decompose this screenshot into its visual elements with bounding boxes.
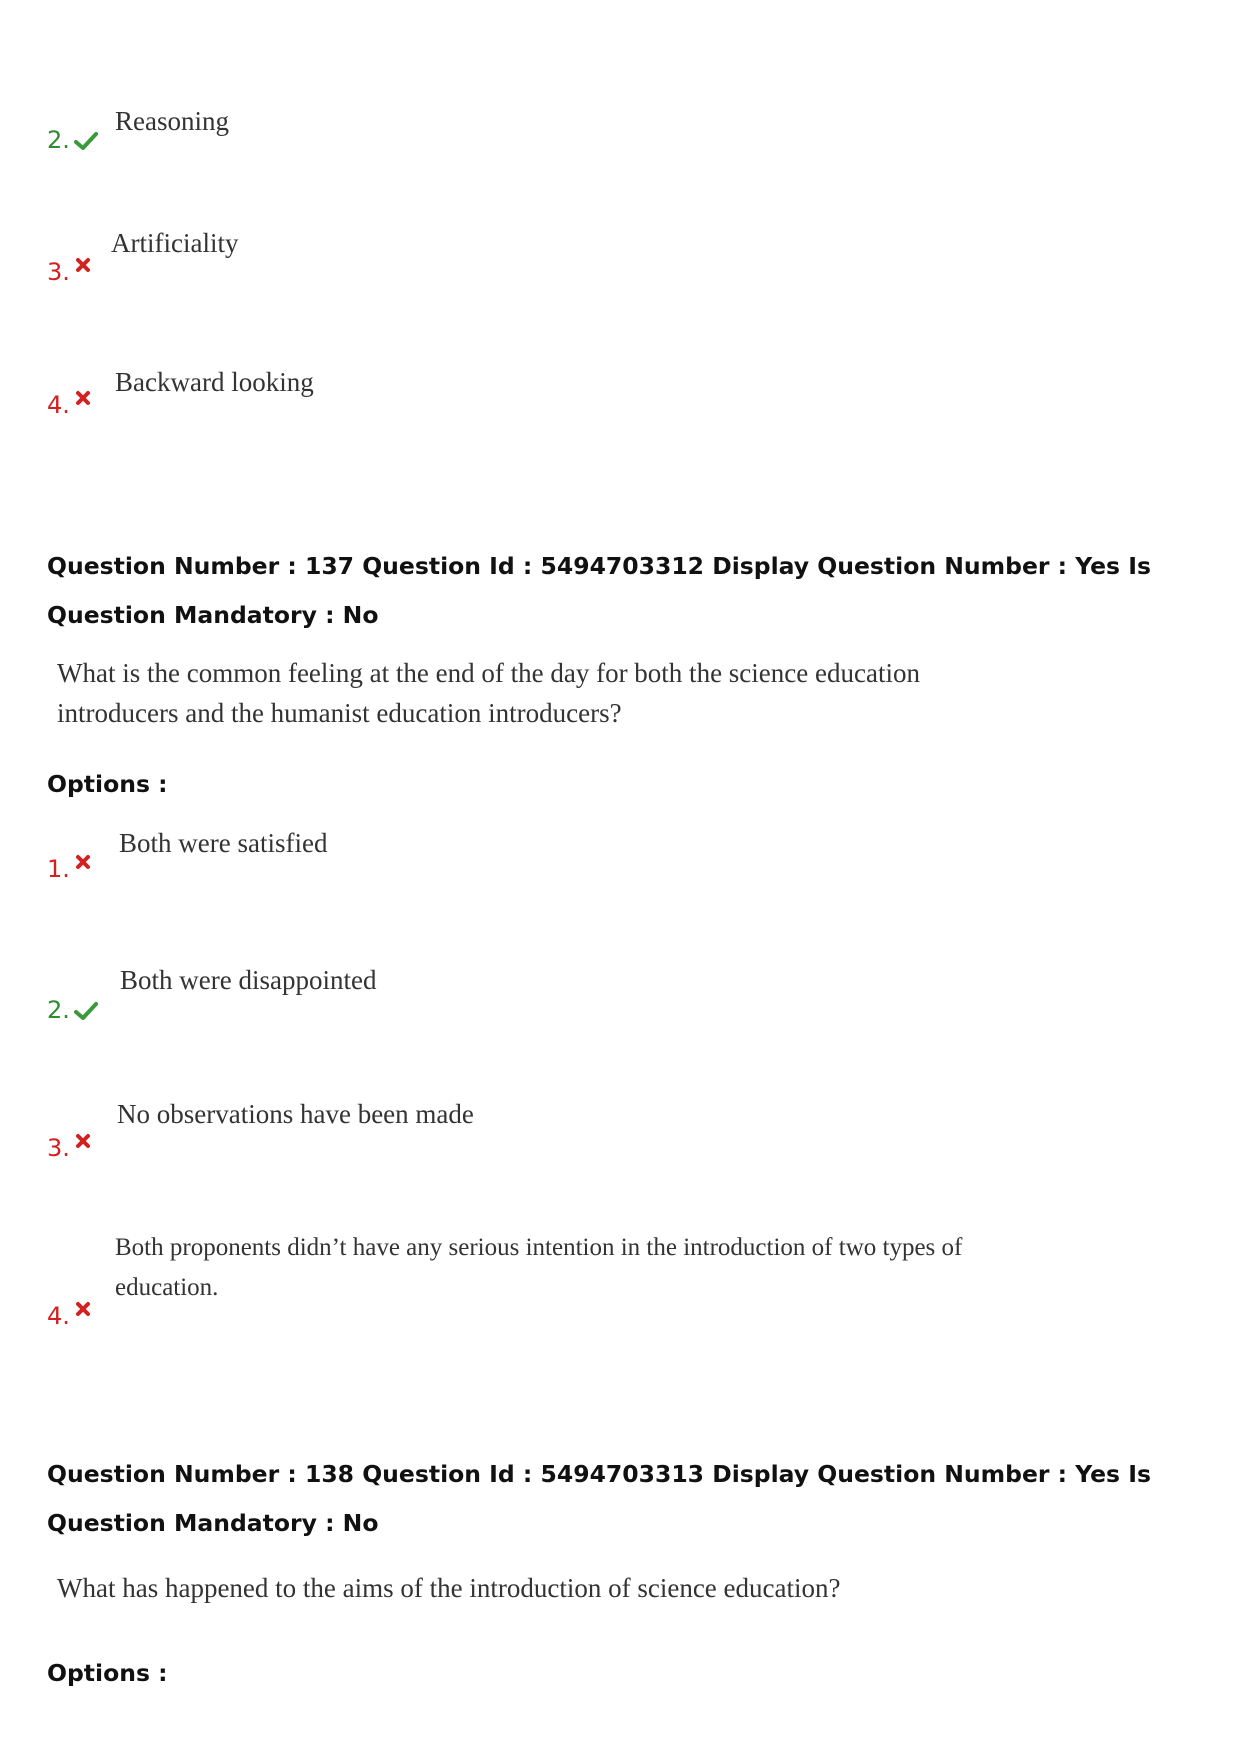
question-header: Question Number : 137 Question Id : 5494703312 Display Question Number : Yes Is Question Mandatory : No xyxy=(47,552,1151,629)
cross-icon xyxy=(74,1132,92,1150)
option-number: 3. xyxy=(47,258,92,286)
option-number: 2. xyxy=(47,996,98,1024)
options-label: Options : xyxy=(47,1659,168,1687)
option-text: Both proponents didn’t have any serious intention in the introduction of two types of education. xyxy=(115,1234,963,1301)
cross-icon xyxy=(74,389,92,407)
cross-icon xyxy=(74,256,92,274)
cross-icon xyxy=(74,853,92,871)
question-text: What has happened to the aims of the introduction of science education? xyxy=(57,1573,841,1603)
cross-icon xyxy=(74,1300,92,1318)
question-text: What is the common feeling at the end of the day for both the science education introducers and the humanist education introducers? xyxy=(57,658,920,728)
option-number: 2. xyxy=(47,126,98,154)
option-text: Reasoning xyxy=(115,106,229,136)
check-icon xyxy=(74,131,98,151)
option-number: 4. xyxy=(47,391,92,419)
option-text: No observations have been made xyxy=(117,1099,474,1129)
option-text: Both were disappointed xyxy=(120,965,377,995)
options-label: Options : xyxy=(47,770,168,798)
option-text: Backward looking xyxy=(115,367,314,397)
option-number: 4. xyxy=(47,1302,92,1330)
check-icon xyxy=(74,1001,98,1021)
option-number: 1. xyxy=(47,855,92,883)
option-text: Both were satisfied xyxy=(119,828,328,858)
question-header: Question Number : 138 Question Id : 5494703313 Display Question Number : Yes Is Question Mandatory : No xyxy=(47,1460,1151,1537)
option-number: 3. xyxy=(47,1134,92,1162)
option-text: Artificiality xyxy=(111,228,239,258)
